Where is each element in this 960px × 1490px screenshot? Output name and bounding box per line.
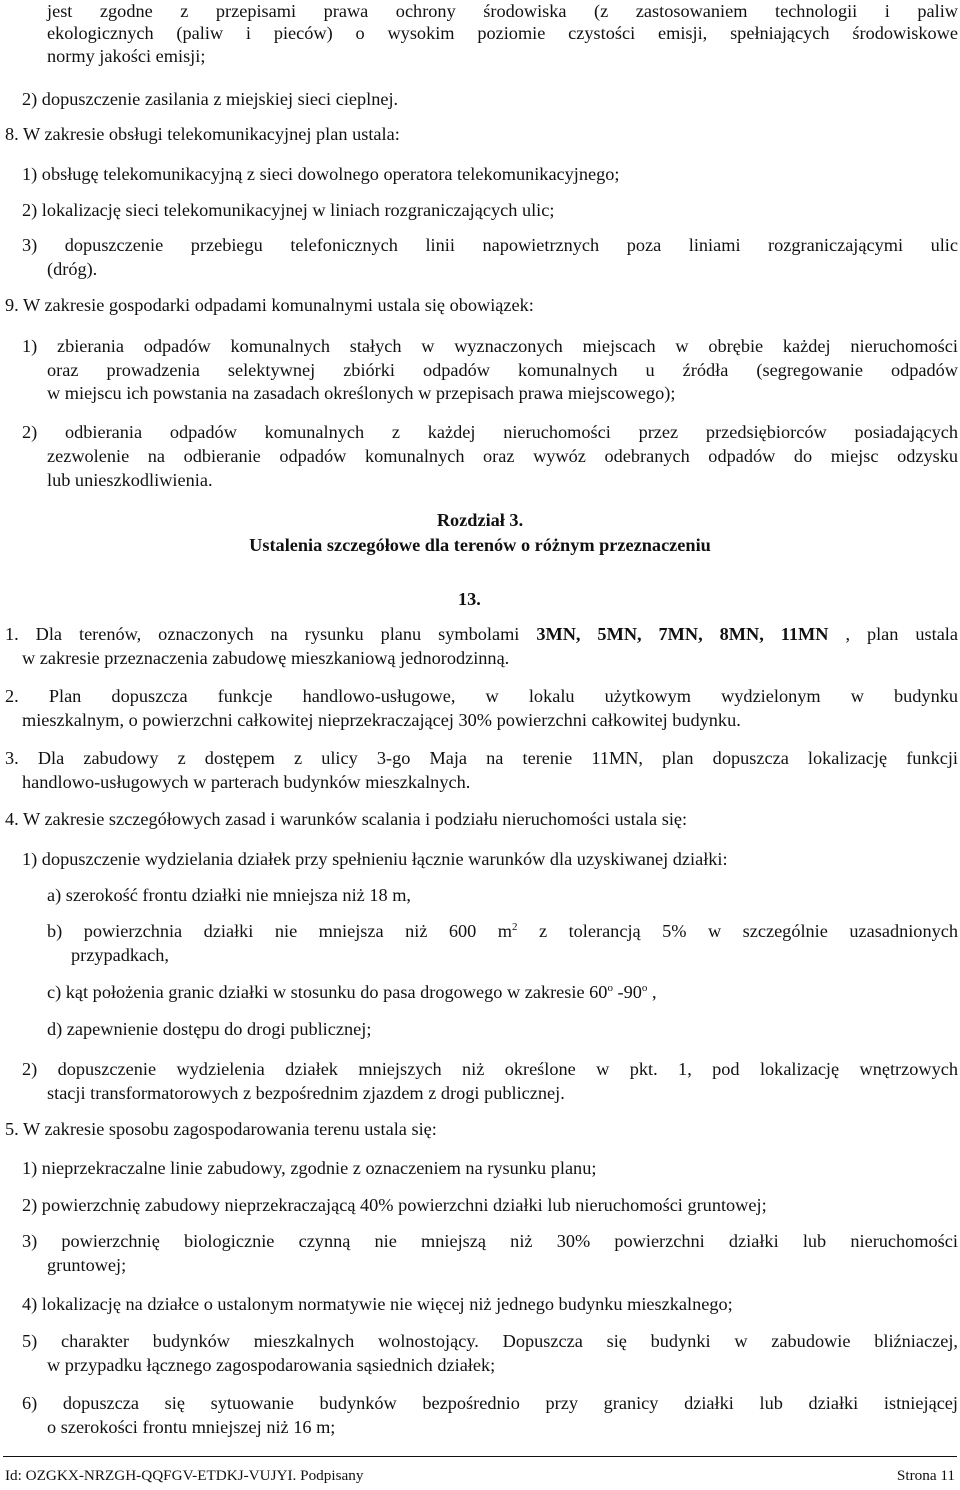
superscript-2: 2 <box>512 920 518 933</box>
p13-item-4-2-cont: stacji transformatorowych z bezpośrednim zjazdem z drogi publicznej. <box>47 1083 565 1103</box>
p13-item-1-post: , plan ustala <box>828 624 959 644</box>
p13-item-4-1-b-post: z tolerancją 5% w szczególnie uzasadnionych <box>517 921 958 941</box>
p13-item-4-1-a: a) szerokość frontu działki nie mniejsza niż 18 m, <box>47 885 411 905</box>
p13-item-4-1-b <box>47 920 958 944</box>
p13-item-4-1: 1) dopuszczenie wydzielania działek przy spełnieniu łącznie warunków dla uzyskiwanej działki: <box>22 849 728 869</box>
p13-item-4: 4. W zakresie szczegółowych zasad i warunków scalania i podziału nieruchomości ustala się: <box>5 809 688 829</box>
p13-item-5: 5. W zakresie sposobu zagospodarowania terenu ustala się: <box>5 1119 437 1139</box>
paragraph-13-heading: 13. <box>458 589 481 609</box>
section-9-item-1-line-3: w miejscu ich powstania na zasadach określonych w przepisach prawa miejscowego); <box>47 383 676 403</box>
p13-item-3-cont: handlowo-usługowych w parterach budynków mieszkalnych. <box>22 772 471 792</box>
p13-item-4-1-c-post: , <box>647 982 657 1002</box>
section-8-heading: 8. W zakresie obsługi telekomunikacyjnej plan ustala: <box>5 124 400 144</box>
p13-item-4-1-b-pre: b) powierzchnia działki nie mniejsza niż 600 m <box>47 921 513 941</box>
p13-item-5-1: 1) nieprzekraczalne linie zabudowy, zgodnie z oznaczeniem na rysunku planu; <box>22 1158 597 1178</box>
section-9-item-1-line-2: oraz prowadzenia selektywnej zbiórki odpadów komunalnych u źródła (segregowanie odpadów <box>47 360 958 380</box>
section-8-item-2: 2) lokalizację sieci telekomunikacyjnej w liniach rozgraniczających ulic; <box>22 200 555 220</box>
document-id: Id: OZGKX-NRZGH-QQFGV-ETDKJ-VUJYI. Podpisany <box>5 1467 364 1484</box>
p13-item-4-1-c-pre: c) kąt położenia granic działki w stosunku do pasa drogowego w zakresie 60 <box>47 982 608 1002</box>
p13-item-1-cont: w zakresie przeznaczenia zabudowę mieszkaniową jednorodzinną. <box>22 648 510 668</box>
item-2-heating: 2) dopuszczenie zasilania z miejskiej sieci cieplnej. <box>22 89 399 109</box>
footer-divider <box>3 1456 957 1457</box>
section-9-item-2-line-3: lub unieszkodliwienia. <box>47 470 213 490</box>
section-8-item-1: 1) obsługę telekomunikacyjną z sieci dowolnego operatora telekomunikacyjnego; <box>22 164 620 184</box>
chapter-title: Ustalenia szczegółowe dla terenów o różnym przeznaczeniu <box>249 535 711 555</box>
section-8-item-3: 3) dopuszczenie przebiegu telefonicznych linii napowietrznych poza liniami rozgraniczającymi ulic <box>22 235 958 255</box>
section-9-item-1: 1) zbierania odpadów komunalnych stałych w wyznaczonych miejscach w obrębie każdej nieruchomości <box>22 336 958 356</box>
intro-line-2: ekologicznych (paliw i pieców) o wysokim poziomie czystości emisji, spełniających środowiskowe <box>47 23 958 43</box>
p13-item-2: 2. Plan dopuszcza funkcje handlowo-usługowe, w lokalu użytkowym wydzielonym w budynku <box>5 686 958 706</box>
p13-item-4-1-d: d) zapewnienie dostępu do drogi publicznej; <box>47 1019 372 1039</box>
degree-sup-2: o <box>641 981 648 994</box>
p13-item-4-1-c <box>47 981 657 1005</box>
p13-item-5-3-cont: gruntowej; <box>47 1255 127 1275</box>
p13-item-4-1-c-mid: -90 <box>612 982 642 1002</box>
p13-item-5-6: 6) dopuszcza się sytuowanie budynków bezpośrednio przy granicy działki lub działki istniejącej <box>22 1393 958 1413</box>
p13-item-4-2: 2) dopuszczenie wydzielenia działek mniejszych niż określone w pkt. 1, pod lokalizację wnętrzowych <box>22 1059 958 1079</box>
p13-item-4-1-b-cont: przypadkach, <box>71 945 169 965</box>
p13-item-5-6-cont: o szerokości frontu mniejszej niż 16 m; <box>47 1417 336 1437</box>
p13-item-5-5-cont: w przypadku łącznego zagospodarowania sąsiednich działek; <box>47 1355 496 1375</box>
p13-item-3: 3. Dla zabudowy z dostępem z ulicy 3-go Maja na terenie 11MN, plan dopuszcza lokalizację funkcji <box>5 748 958 768</box>
intro-line-1: jest zgodne z przepisami prawa ochrony środowiska (z zastosowaniem technologii i paliw <box>47 1 958 21</box>
p13-item-5-3: 3) powierzchnię biologicznie czynną nie mniejszą niż 30% powierzchni działki lub nieruchomości <box>22 1231 958 1251</box>
page-number: Strona 11 <box>896 1467 955 1484</box>
p13-item-1 <box>5 623 958 647</box>
p13-item-5-2: 2) powierzchnię zabudowy nieprzekraczającą 40% powierzchni działki lub nieruchomości gruntowej; <box>22 1195 767 1215</box>
p13-symbols: 3MN, 5MN, 7MN, 8MN, 11MN <box>536 624 829 644</box>
p13-item-1-pre: 1. Dla terenów, oznaczonych na rysunku planu symbolami <box>5 624 537 644</box>
p13-item-5-4: 4) lokalizację na działce o ustalonym normatywie nie więcej niż jednego budynku mieszkalnego; <box>22 1294 733 1314</box>
section-8-item-3-cont: (dróg). <box>47 259 98 279</box>
chapter-number: Rozdział 3. <box>436 510 524 530</box>
section-9-item-2: 2) odbierania odpadów komunalnych z każdej nieruchomości przez przedsiębiorców posiadających <box>22 422 958 442</box>
p13-item-2-cont: mieszkalnym, o powierzchni całkowitej nieprzekraczającej 30% powierzchni całkowitej budynku. <box>22 710 741 730</box>
section-9-heading: 9. W zakresie gospodarki odpadami komunalnymi ustala się obowiązek: <box>5 295 534 315</box>
intro-line-3: normy jakości emisji; <box>47 46 206 66</box>
degree-sup-1: o <box>607 981 613 994</box>
p13-item-5-5: 5) charakter budynków mieszkalnych wolnostojący. Dopuszcza się budynki w zabudowie bliźniaczej, <box>22 1331 958 1351</box>
section-9-item-2-line-2: zezwolenie na odbieranie odpadów komunalnych oraz wywóz odebranych odpadów do miejsc odzysku <box>47 446 958 466</box>
